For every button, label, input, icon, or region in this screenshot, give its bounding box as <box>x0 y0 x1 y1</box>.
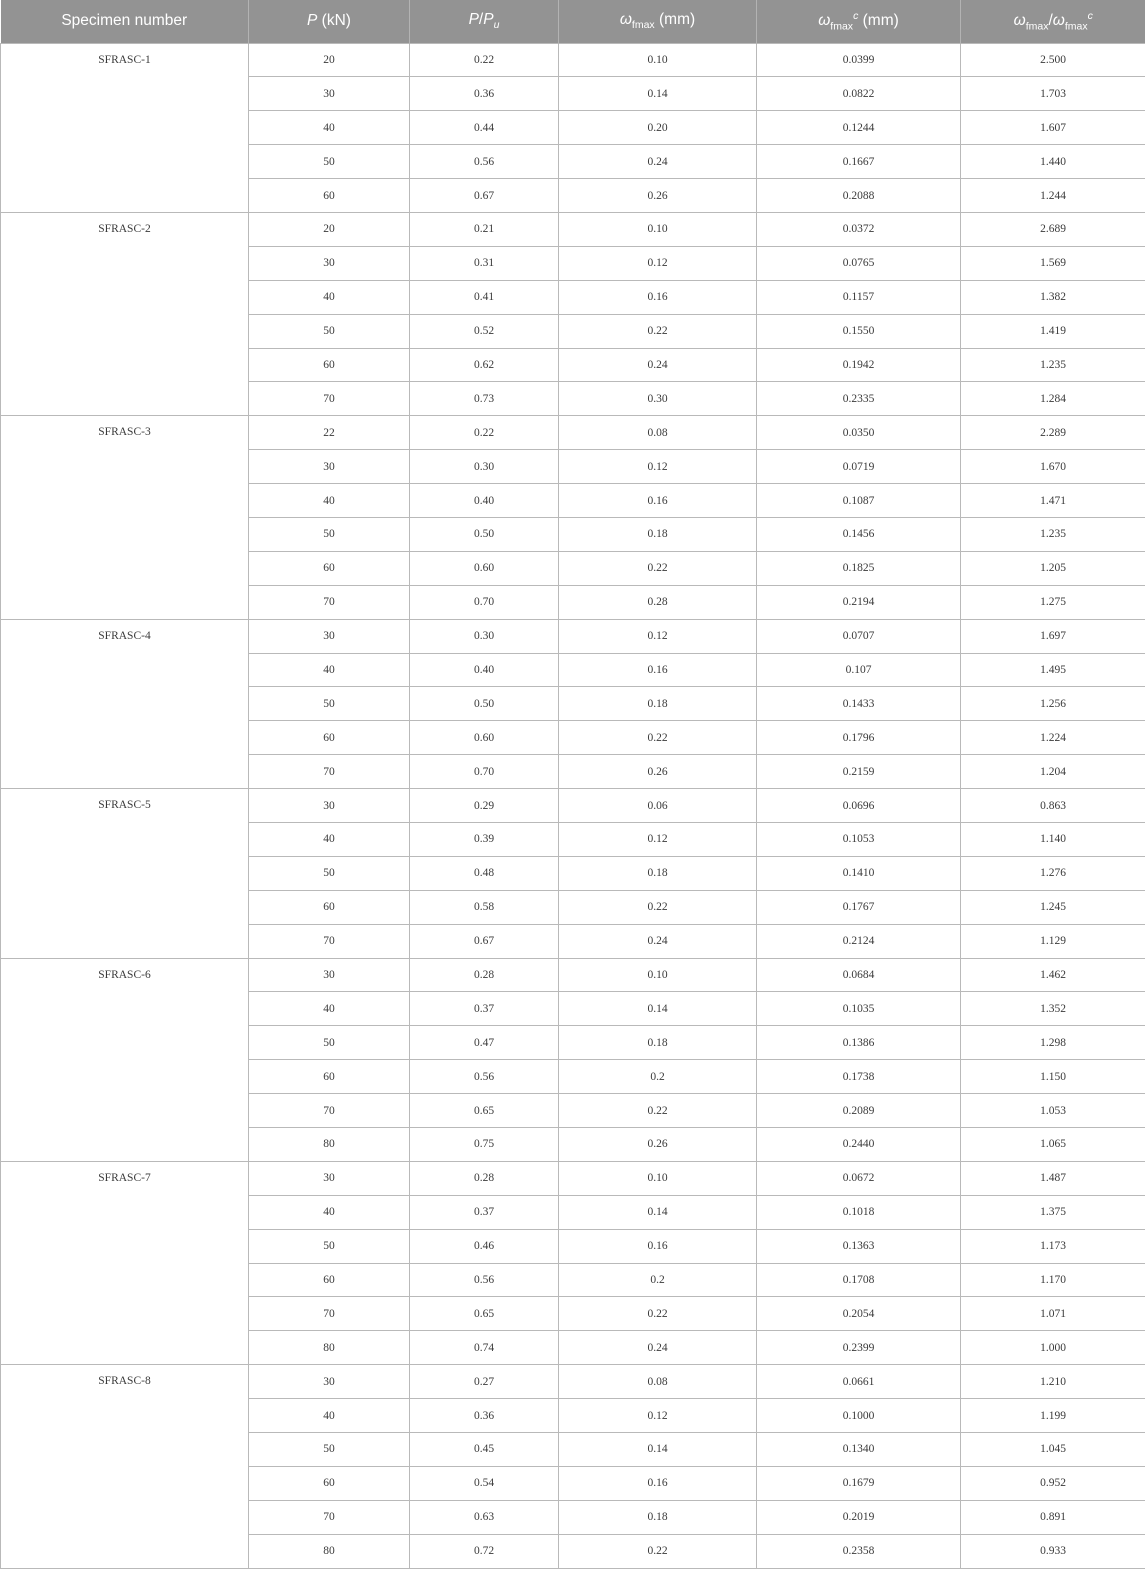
calculated-width-cell: 0.1433 <box>757 687 961 721</box>
calculated-width-cell: 0.2159 <box>757 755 961 789</box>
ratio-cell: 0.933 <box>961 1534 1145 1568</box>
load-cell: 40 <box>249 653 410 687</box>
calculated-width-cell: 0.0399 <box>757 43 961 77</box>
ratio-cell: 1.065 <box>961 1128 1145 1162</box>
calculated-width-cell: 0.1679 <box>757 1466 961 1500</box>
load-ratio-cell: 0.47 <box>410 1026 559 1060</box>
load-cell: 30 <box>249 789 410 823</box>
specimen-number-cell: SFRASC-5 <box>1 789 249 958</box>
load-ratio-cell: 0.73 <box>410 382 559 416</box>
load-ratio-cell: 0.56 <box>410 1263 559 1297</box>
calculated-width-cell: 0.0684 <box>757 958 961 992</box>
measured-width-cell: 0.14 <box>559 1433 757 1467</box>
table-row <box>1 212 1145 246</box>
load-ratio-cell: 0.30 <box>410 450 559 484</box>
ratio-cell: 1.382 <box>961 280 1145 314</box>
ratio-cell: 1.419 <box>961 314 1145 348</box>
ratio-cell: 2.500 <box>961 43 1145 77</box>
ratio-cell: 1.471 <box>961 484 1145 518</box>
measured-width-cell: 0.26 <box>559 755 757 789</box>
load-cell: 60 <box>249 551 410 585</box>
load-ratio-cell: 0.60 <box>410 551 559 585</box>
load-ratio-cell: 0.45 <box>410 1433 559 1467</box>
load-cell: 50 <box>249 1433 410 1467</box>
table-body <box>1 43 1145 1568</box>
load-ratio-cell: 0.74 <box>410 1331 559 1365</box>
calculated-width-cell: 0.0765 <box>757 246 961 280</box>
measured-width-cell: 0.16 <box>559 484 757 518</box>
measured-width-cell: 0.22 <box>559 721 757 755</box>
load-cell: 30 <box>249 958 410 992</box>
measured-width-cell: 0.22 <box>559 551 757 585</box>
ratio-cell: 1.284 <box>961 382 1145 416</box>
load-ratio-cell: 0.37 <box>410 992 559 1026</box>
ratio-cell: 1.275 <box>961 585 1145 619</box>
ratio-cell: 1.053 <box>961 1094 1145 1128</box>
measured-width-cell: 0.10 <box>559 958 757 992</box>
ratio-cell: 2.289 <box>961 416 1145 450</box>
load-ratio-cell: 0.44 <box>410 111 559 145</box>
load-cell: 80 <box>249 1331 410 1365</box>
ratio-cell: 1.071 <box>961 1297 1145 1331</box>
load-cell: 40 <box>249 484 410 518</box>
calculated-width-cell: 0.0707 <box>757 619 961 653</box>
load-ratio-cell: 0.41 <box>410 280 559 314</box>
load-cell: 40 <box>249 822 410 856</box>
load-cell: 70 <box>249 755 410 789</box>
calculated-width-cell: 0.0672 <box>757 1161 961 1195</box>
measured-width-cell: 0.26 <box>559 179 757 213</box>
load-ratio-cell: 0.65 <box>410 1094 559 1128</box>
load-cell: 30 <box>249 450 410 484</box>
load-ratio-cell: 0.48 <box>410 856 559 890</box>
table-header <box>1 0 1145 43</box>
ratio-cell: 1.170 <box>961 1263 1145 1297</box>
measured-width-cell: 0.10 <box>559 43 757 77</box>
calculated-width-cell: 0.1942 <box>757 348 961 382</box>
load-ratio-cell: 0.37 <box>410 1195 559 1229</box>
measured-width-cell: 0.24 <box>559 145 757 179</box>
measured-width-cell: 0.26 <box>559 1128 757 1162</box>
measured-width-cell: 0.14 <box>559 1195 757 1229</box>
measured-width-cell: 0.12 <box>559 619 757 653</box>
load-ratio-cell: 0.31 <box>410 246 559 280</box>
header-measured-crack-width: $\omega_{fmax}$ (mm) <box>559 0 757 43</box>
load-ratio-cell: 0.29 <box>410 789 559 823</box>
calculated-width-cell: 0.1550 <box>757 314 961 348</box>
load-ratio-cell: 0.58 <box>410 890 559 924</box>
measured-width-cell: 0.2 <box>559 1263 757 1297</box>
load-cell: 60 <box>249 890 410 924</box>
load-ratio-cell: 0.56 <box>410 1060 559 1094</box>
ratio-cell: 1.352 <box>961 992 1145 1026</box>
measured-width-cell: 0.30 <box>559 382 757 416</box>
calculated-width-cell: 0.2399 <box>757 1331 961 1365</box>
measured-width-cell: 0.22 <box>559 314 757 348</box>
calculated-width-cell: 0.1340 <box>757 1433 961 1467</box>
load-ratio-cell: 0.60 <box>410 721 559 755</box>
load-cell: 40 <box>249 1195 410 1229</box>
calculated-width-cell: 0.1053 <box>757 822 961 856</box>
table-row <box>1 416 1145 450</box>
load-cell: 50 <box>249 145 410 179</box>
load-ratio-cell: 0.56 <box>410 145 559 179</box>
load-cell: 70 <box>249 1500 410 1534</box>
measured-width-cell: 0.18 <box>559 517 757 551</box>
measured-width-cell: 0.18 <box>559 1026 757 1060</box>
ratio-cell: 1.000 <box>961 1331 1145 1365</box>
calculated-width-cell: 0.2089 <box>757 1094 961 1128</box>
ratio-cell: 1.697 <box>961 619 1145 653</box>
calculated-width-cell: 0.1825 <box>757 551 961 585</box>
load-cell: 60 <box>249 348 410 382</box>
load-cell: 50 <box>249 314 410 348</box>
calculated-width-cell: 0.1244 <box>757 111 961 145</box>
ratio-cell: 1.298 <box>961 1026 1145 1060</box>
ratio-cell: 1.276 <box>961 856 1145 890</box>
specimen-number-cell: SFRASC-6 <box>1 958 249 1161</box>
ratio-cell: 1.224 <box>961 721 1145 755</box>
measured-width-cell: 0.24 <box>559 924 757 958</box>
load-cell: 60 <box>249 1060 410 1094</box>
load-ratio-cell: 0.39 <box>410 822 559 856</box>
calculated-width-cell: 0.1456 <box>757 517 961 551</box>
load-cell: 50 <box>249 687 410 721</box>
calculated-width-cell: 0.1087 <box>757 484 961 518</box>
load-cell: 20 <box>249 43 410 77</box>
measured-width-cell: 0.16 <box>559 1466 757 1500</box>
measured-width-cell: 0.14 <box>559 77 757 111</box>
calculated-width-cell: 0.2335 <box>757 382 961 416</box>
measured-width-cell: 0.24 <box>559 1331 757 1365</box>
ratio-cell: 1.235 <box>961 517 1145 551</box>
load-ratio-cell: 0.54 <box>410 1466 559 1500</box>
load-cell: 20 <box>249 212 410 246</box>
load-ratio-cell: 0.67 <box>410 179 559 213</box>
load-cell: 60 <box>249 1263 410 1297</box>
specimen-number-cell: SFRASC-1 <box>1 43 249 212</box>
ratio-cell: 1.173 <box>961 1229 1145 1263</box>
calculated-width-cell: 0.1410 <box>757 856 961 890</box>
measured-width-cell: 0.06 <box>559 789 757 823</box>
table-row <box>1 958 1145 992</box>
load-cell: 22 <box>249 416 410 450</box>
load-ratio-cell: 0.50 <box>410 517 559 551</box>
ratio-cell: 0.952 <box>961 1466 1145 1500</box>
calculated-width-cell: 0.1363 <box>757 1229 961 1263</box>
load-ratio-cell: 0.75 <box>410 1128 559 1162</box>
load-ratio-cell: 0.72 <box>410 1534 559 1568</box>
ratio-cell: 1.440 <box>961 145 1145 179</box>
load-cell: 40 <box>249 280 410 314</box>
load-cell: 70 <box>249 924 410 958</box>
calculated-width-cell: 0.2019 <box>757 1500 961 1534</box>
load-ratio-cell: 0.27 <box>410 1365 559 1399</box>
ratio-cell: 1.569 <box>961 246 1145 280</box>
ratio-cell: 1.045 <box>961 1433 1145 1467</box>
ratio-cell: 1.205 <box>961 551 1145 585</box>
measured-width-cell: 0.18 <box>559 1500 757 1534</box>
calculated-width-cell: 0.1667 <box>757 145 961 179</box>
calculated-width-cell: 0.0372 <box>757 212 961 246</box>
ratio-cell: 1.703 <box>961 77 1145 111</box>
measured-width-cell: 0.12 <box>559 450 757 484</box>
load-cell: 40 <box>249 111 410 145</box>
load-cell: 60 <box>249 1466 410 1500</box>
ratio-cell: 1.129 <box>961 924 1145 958</box>
load-cell: 80 <box>249 1534 410 1568</box>
load-cell: 60 <box>249 179 410 213</box>
calculated-width-cell: 0.1157 <box>757 280 961 314</box>
measured-width-cell: 0.08 <box>559 416 757 450</box>
calculated-width-cell: 0.0696 <box>757 789 961 823</box>
calculated-width-cell: 0.1000 <box>757 1399 961 1433</box>
load-ratio-cell: 0.40 <box>410 484 559 518</box>
calculated-width-cell: 0.1708 <box>757 1263 961 1297</box>
measured-width-cell: 0.28 <box>559 585 757 619</box>
measured-width-cell: 0.16 <box>559 280 757 314</box>
calculated-width-cell: 0.2358 <box>757 1534 961 1568</box>
load-ratio-cell: 0.70 <box>410 755 559 789</box>
load-ratio-cell: 0.50 <box>410 687 559 721</box>
load-ratio-cell: 0.36 <box>410 1399 559 1433</box>
calculated-width-cell: 0.2054 <box>757 1297 961 1331</box>
load-cell: 50 <box>249 517 410 551</box>
ratio-cell: 1.210 <box>961 1365 1145 1399</box>
load-cell: 70 <box>249 585 410 619</box>
specimen-number-cell: SFRASC-8 <box>1 1365 249 1568</box>
header-crack-width-ratio: $\omega_{fmax}/\omega_{fmax}^c$ <box>961 0 1145 43</box>
load-ratio-cell: 0.22 <box>410 43 559 77</box>
calculated-width-cell: 0.1767 <box>757 890 961 924</box>
measured-width-cell: 0.12 <box>559 822 757 856</box>
load-cell: 30 <box>249 1365 410 1399</box>
header-load-ratio: $P/P_u$ <box>410 0 559 43</box>
table-row <box>1 43 1145 77</box>
measured-width-cell: 0.12 <box>559 1399 757 1433</box>
calculated-width-cell: 0.0661 <box>757 1365 961 1399</box>
ratio-cell: 2.689 <box>961 212 1145 246</box>
ratio-cell: 1.150 <box>961 1060 1145 1094</box>
calculated-width-cell: 0.0822 <box>757 77 961 111</box>
load-ratio-cell: 0.65 <box>410 1297 559 1331</box>
load-ratio-cell: 0.21 <box>410 212 559 246</box>
load-cell: 30 <box>249 77 410 111</box>
measured-width-cell: 0.22 <box>559 890 757 924</box>
measured-width-cell: 0.22 <box>559 1534 757 1568</box>
ratio-cell: 1.670 <box>961 450 1145 484</box>
load-ratio-cell: 0.36 <box>410 77 559 111</box>
ratio-cell: 1.140 <box>961 822 1145 856</box>
measured-width-cell: 0.22 <box>559 1094 757 1128</box>
load-ratio-cell: 0.67 <box>410 924 559 958</box>
calculated-width-cell: 0.2440 <box>757 1128 961 1162</box>
calculated-width-cell: 0.1386 <box>757 1026 961 1060</box>
ratio-cell: 1.245 <box>961 890 1145 924</box>
calculated-width-cell: 0.1796 <box>757 721 961 755</box>
calculated-width-cell: 0.2194 <box>757 585 961 619</box>
ratio-cell: 1.256 <box>961 687 1145 721</box>
load-cell: 30 <box>249 246 410 280</box>
measured-width-cell: 0.22 <box>559 1297 757 1331</box>
measured-width-cell: 0.24 <box>559 348 757 382</box>
ratio-cell: 1.244 <box>961 179 1145 213</box>
header-load: P (kN) <box>249 0 410 43</box>
load-cell: 40 <box>249 1399 410 1433</box>
table-row <box>1 1365 1145 1399</box>
ratio-cell: 1.199 <box>961 1399 1145 1433</box>
load-ratio-cell: 0.63 <box>410 1500 559 1534</box>
load-ratio-cell: 0.70 <box>410 585 559 619</box>
load-cell: 60 <box>249 721 410 755</box>
load-ratio-cell: 0.30 <box>410 619 559 653</box>
load-cell: 70 <box>249 1094 410 1128</box>
calculated-width-cell: 0.1035 <box>757 992 961 1026</box>
load-cell: 40 <box>249 992 410 1026</box>
load-cell: 30 <box>249 619 410 653</box>
load-cell: 70 <box>249 1297 410 1331</box>
measured-width-cell: 0.16 <box>559 653 757 687</box>
measured-width-cell: 0.16 <box>559 1229 757 1263</box>
load-cell: 50 <box>249 856 410 890</box>
calculated-width-cell: 0.107 <box>757 653 961 687</box>
ratio-cell: 1.495 <box>961 653 1145 687</box>
ratio-cell: 0.863 <box>961 789 1145 823</box>
load-ratio-cell: 0.22 <box>410 416 559 450</box>
ratio-cell: 1.487 <box>961 1161 1145 1195</box>
calculated-width-cell: 0.2088 <box>757 179 961 213</box>
load-cell: 80 <box>249 1128 410 1162</box>
header-calculated-crack-width: $\omega_{fmax}^c$ (mm) <box>757 0 961 43</box>
specimen-number-cell: SFRASC-2 <box>1 212 249 415</box>
load-cell: 70 <box>249 382 410 416</box>
measured-width-cell: 0.14 <box>559 992 757 1026</box>
table-row <box>1 619 1145 653</box>
measured-width-cell: 0.18 <box>559 687 757 721</box>
header-row <box>1 0 1145 43</box>
load-cell: 50 <box>249 1026 410 1060</box>
specimen-number-cell: SFRASC-7 <box>1 1161 249 1364</box>
measured-width-cell: 0.20 <box>559 111 757 145</box>
specimen-number-cell: SFRASC-4 <box>1 619 249 788</box>
load-cell: 30 <box>249 1161 410 1195</box>
calculated-width-cell: 0.1018 <box>757 1195 961 1229</box>
calculated-width-cell: 0.0350 <box>757 416 961 450</box>
ratio-cell: 1.462 <box>961 958 1145 992</box>
load-ratio-cell: 0.40 <box>410 653 559 687</box>
table-row <box>1 1161 1145 1195</box>
load-ratio-cell: 0.28 <box>410 958 559 992</box>
load-ratio-cell: 0.46 <box>410 1229 559 1263</box>
load-cell: 50 <box>249 1229 410 1263</box>
measured-width-cell: 0.18 <box>559 856 757 890</box>
header-specimen-number: Specimen number <box>1 0 249 43</box>
ratio-cell: 1.607 <box>961 111 1145 145</box>
calculated-width-cell: 0.2124 <box>757 924 961 958</box>
load-ratio-cell: 0.62 <box>410 348 559 382</box>
calculated-width-cell: 0.1738 <box>757 1060 961 1094</box>
load-ratio-cell: 0.52 <box>410 314 559 348</box>
measured-width-cell: 0.10 <box>559 1161 757 1195</box>
ratio-cell: 1.375 <box>961 1195 1145 1229</box>
measured-width-cell: 0.08 <box>559 1365 757 1399</box>
measured-width-cell: 0.10 <box>559 212 757 246</box>
specimen-number-cell: SFRASC-3 <box>1 416 249 619</box>
calculated-width-cell: 0.0719 <box>757 450 961 484</box>
load-ratio-cell: 0.28 <box>410 1161 559 1195</box>
measured-width-cell: 0.2 <box>559 1060 757 1094</box>
ratio-cell: 1.204 <box>961 755 1145 789</box>
table-row <box>1 789 1145 823</box>
ratio-cell: 0.891 <box>961 1500 1145 1534</box>
measured-width-cell: 0.12 <box>559 246 757 280</box>
ratio-cell: 1.235 <box>961 348 1145 382</box>
